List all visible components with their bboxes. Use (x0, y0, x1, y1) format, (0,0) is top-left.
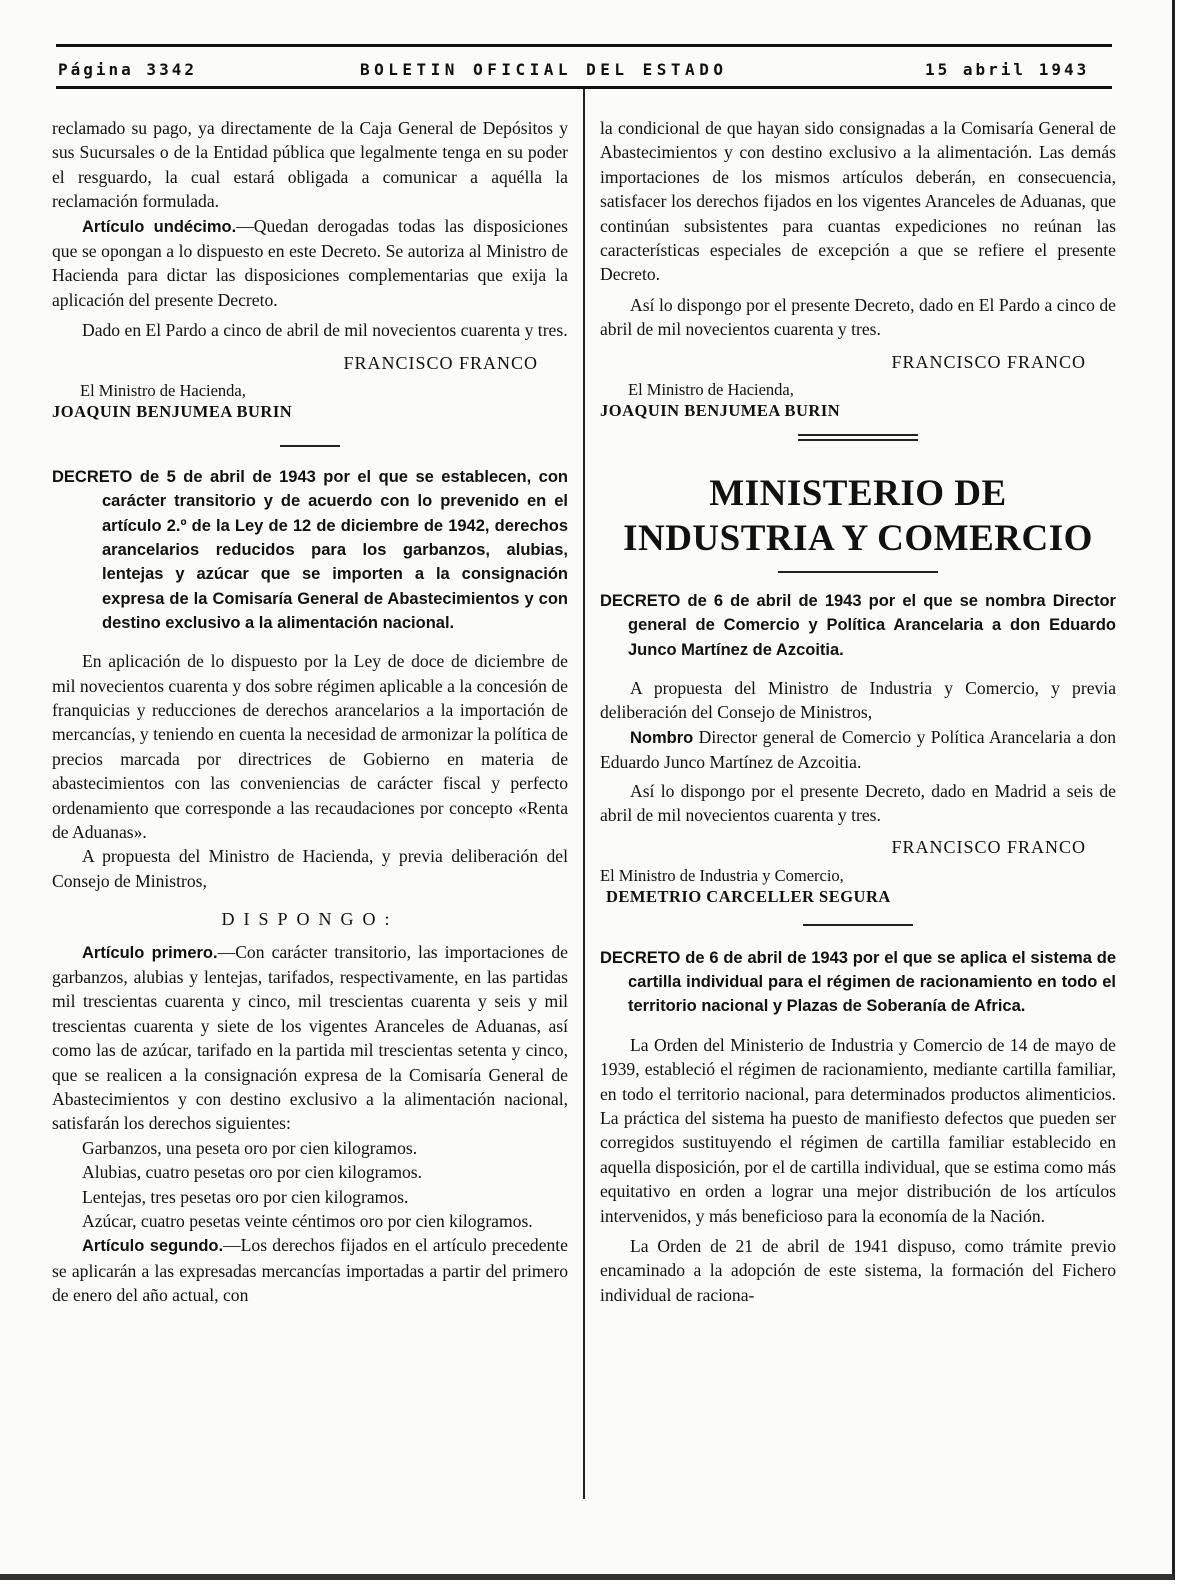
paragraph: En aplicación de lo dispuesto por la Ley de doce de diciembre de mil novecientos cuarenta y dos sobre régimen aplicable a la concesión de franquicias y reducciones de derechos arancelarios a la importación de mercancías, y teniendo en cuenta la necesidad de armonizar la política de precios marcada por directrices de Gobierno en materia de abastecimientos con las conveniencias de carácter fiscal y perfecto ordenamiento que corresponde a las recaudaciones por concepto «Renta de Aduanas». (52, 651, 568, 842)
decree-title-text: de 6 de abril de 1943 por el que se nombra Director general de Comercio y Política Arancelaria a don Eduardo Junco Martínez de Azcoitia. (628, 592, 1116, 659)
minister-name: JOAQUIN BENJUMEA BURIN (600, 401, 841, 421)
decree-title (600, 946, 1116, 1019)
paragraph: La Orden del Ministerio de Industria y Comercio de 14 de mayo de 1939, estableció el régimen de racionamiento, mediante cartilla familiar, en todo el territorio nacional, para determinados productos alimenticios. La práctica del sistema ha puesto de manifiesto defectos que pueden ser corregidos sustituyendo el régimen de cartilla familiar establecido en aquella disposición, por el de cartilla individual, que se estima como más equitativo en orden a lograr una mejor distribución de los artículos intervenidos, y más beneficioso para la economía de la Nación. (600, 1034, 1116, 1226)
decree-label: DECRETO (600, 592, 681, 611)
top-rule (56, 44, 1112, 47)
paragraph: reclamado su pago, ya directamente de la Caja General de Depósitos y sus Sucursales o de la Entidad pública que legalmente tenga en su poder el resguardo, la cual estará obligada a comunicar a aquélla la reclamación formulada. (52, 118, 568, 212)
list-item: Lentejas, tres pesetas oro por cien kilogramos. (82, 1186, 409, 1207)
decree-label: DECRETO (52, 468, 133, 487)
ministry-line-2: INDUSTRIA Y COMERCIO (623, 518, 1093, 560)
article-text: —Los derechos fijados en el artículo precedente se aplicarán a las expresadas mercancías importadas a partir del primero de enero del año actual, con (52, 1235, 568, 1306)
nombro-text: Director general de Comercio y Política Arancelaria a don Eduardo Junco Martínez de Azcoitia. (600, 726, 1117, 773)
signature: FRANCISCO FRANCO (891, 351, 1086, 372)
decree-title (52, 465, 568, 635)
paragraph: Dado en El Pardo a cinco de abril de mil novecientos cuarenta y tres. (82, 320, 568, 341)
section-divider (803, 924, 913, 926)
article-11 (52, 214, 568, 313)
article-label: Artículo undécimo. (82, 217, 237, 236)
nombro-label: Nombro (630, 728, 694, 747)
list-item: Azúcar, cuatro pesetas veinte céntimos oro por cien kilogramos. (82, 1211, 533, 1232)
paragraph: la condicional de que hayan sido consignadas a la Comisaría General de Abastecimientos y con destino exclusivo a la alimentación. Las demás importaciones de los mismos artículos deberán, en consecuencia, satisfacer los derechos fijados en los vigentes Aranceles de Aduanas, que continúan subsistentes para cuantas expediciones no reúnan las características especiales de excepción a que se refiere el presente Decreto. (600, 118, 1116, 285)
minister-name: DEMETRIO CARCELLER SEGURA (606, 886, 891, 906)
list-item: Alubias, cuatro pesetas oro por cien kilogramos. (82, 1162, 423, 1183)
article-2 (52, 1233, 568, 1307)
paragraph: A propuesta del Ministro de Industria y Comercio, y previa deliberación del Consejo de Ministros, (600, 677, 1116, 723)
paragraph: Así lo dispongo por el presente Decreto, dado en El Pardo a cinco de abril de mil novecientos cuarenta y tres. (600, 294, 1116, 340)
article-text: —Con carácter transitorio, las importaciones de garbanzos, alubias y lentejas, tarifados, respectivamente, en las partidas mil trescientas cuarenta y cinco, mil trescientas cuarenta y seis y mil trescientas cuarenta y siete de los vigentes Aranceles de Aduanas, así como las de azúcar, tarifado en la partida mil trescientas setenta y cinco, que se realicen a la consignación expresa de la Comisaría General de Abastecimientos y con destino exclusivo a la alimentación nacional, satisfarán los derechos siguientes: (52, 941, 568, 1134)
page-number: Página 3342 (58, 60, 197, 79)
ministry-line-1: MINISTERIO DE (709, 473, 1007, 515)
article-label: Artículo primero. (82, 943, 218, 962)
left-column (52, 116, 568, 1308)
issue-date: 15 abril 1943 (925, 60, 1090, 79)
minister-label: El Ministro de Hacienda, (80, 381, 246, 401)
ministry-rule (798, 434, 918, 441)
nombro-paragraph (600, 725, 1116, 775)
section-divider (778, 571, 938, 573)
section-divider (280, 445, 340, 447)
decree-title (600, 589, 1116, 662)
paragraph: A propuesta del Ministro de Hacienda, y previa deliberación del Consejo de Ministros, (52, 846, 568, 891)
paragraph: La Orden de 21 de abril de 1941 dispuso, como trámite previo encaminado a la adopción de este sistema, la formación del Fichero individual de raciona- (600, 1235, 1116, 1305)
decree-label: DECRETO (600, 948, 681, 967)
right-column (600, 116, 1116, 1307)
article-1 (52, 940, 568, 1136)
list-item: Garbanzos, una peseta oro por cien kilogramos. (82, 1137, 418, 1158)
decree-title-text: de 6 de abril de 1943 por el que se aplica el sistema de cartilla individual para el régimen de racionamiento en todo el territorio nacional y Plazas de Soberanía de Africa. (628, 948, 1116, 1016)
dispongo-heading: DISPONGO: (221, 909, 399, 930)
signature: FRANCISCO FRANCO (891, 837, 1086, 858)
decree-title-text: de 5 de abril de 1943 por el que se establecen, con carácter transitorio y de acuerdo con lo prevenido en el artículo 2.º de la Ley de 12 de diciembre de 1942, derechos arancelarios reducidos para los garbanzos, alubias, lentejas y azúcar que se importen a la consignación expresa de la Comisaría General de Abastecimientos y con destino exclusivo a la alimentación nacional. (102, 468, 568, 632)
article-label: Artículo segundo. (82, 1237, 224, 1256)
signature: FRANCISCO FRANCO (343, 352, 538, 373)
minister-label: El Ministro de Industria y Comercio, (600, 865, 844, 885)
paragraph: Así lo dispongo por el presente Decreto, dado en Madrid a seis de abril de mil novecientos cuarenta y tres. (600, 780, 1116, 825)
ministry-heading (600, 471, 1116, 561)
publication-title: BOLETIN OFICIAL DEL ESTADO (360, 60, 728, 79)
minister-name: JOAQUIN BENJUMEA BURIN (52, 402, 293, 422)
article-text: —Quedan derogadas todas las disposiciones que se opongan a lo dispuesto en este Decreto. Se autoriza al Ministro de Hacienda para dictar las disposiciones complementarias que exija la aplicación del presente Decreto. (52, 215, 568, 310)
column-divider (583, 89, 585, 1499)
minister-label: El Ministro de Hacienda, (628, 380, 794, 400)
